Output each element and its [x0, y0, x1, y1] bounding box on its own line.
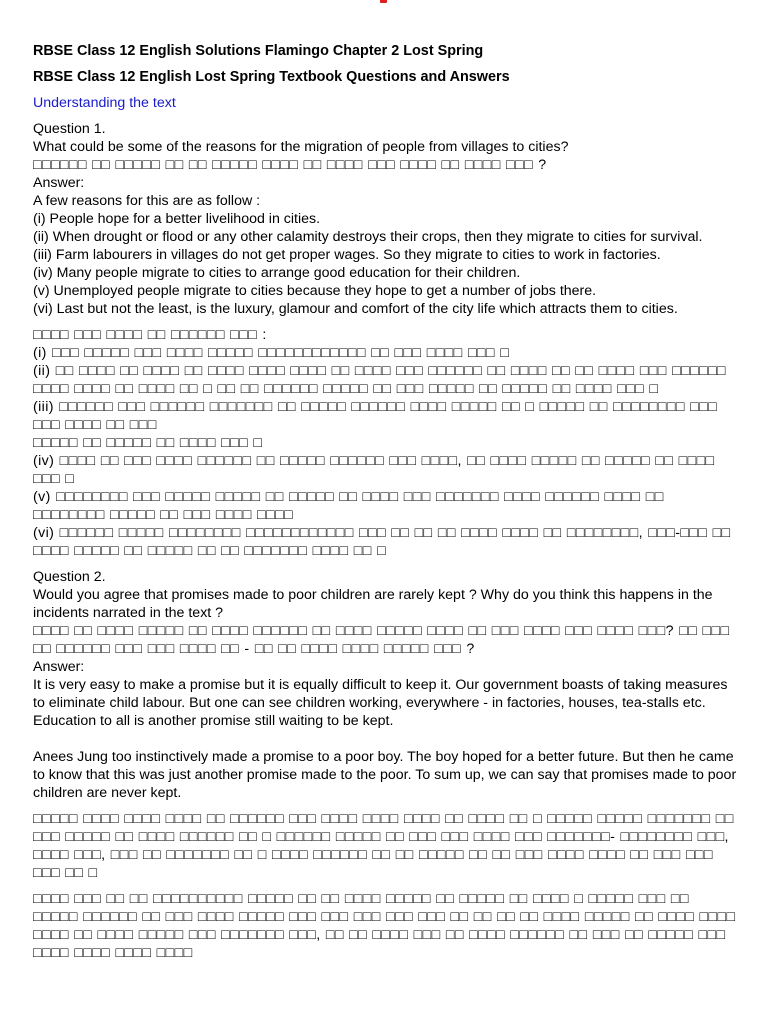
- question-2-text: Would you agree that promises made to poor children are rarely kept ? Why do you think this happens in the incidents narrated in the text ?: [33, 587, 713, 621]
- answer-2-hindi-paragraph: □□□□□ □□□□ □□□□ □□□□ □□ □□□□□□ □□□ □□□□ □□□□ □□□□ □□ □□□□ □□ □ □□□□□ □□□□□ □□□□□□□ □□ □□□ □□□□□ □□ □□□□ □□□□□□ □□ □ □□□□□□ □□□□□ □□ □□□ □□□ □□□□ □□□ □□□□□□□- □□□□□□□□ □□□, □□□□ □□□, □□□ □□ □□□□□□□ □□ □ □□□□ □□□□□□ □□ □□ □□□□□ □□ □□ □□□ □□□□ □□□□ □□ □□□ □□□ □□□ □□ □: [33, 811, 734, 881]
- answer-1-label: Answer:: [33, 175, 85, 191]
- answer-1-line: (vi) Last but not the least, is the luxury, glamour and comfort of the city life which attracts them to cities.: [33, 301, 678, 317]
- answer-1-hindi-line: □□□□□ □□ □□□□□ □□ □□□□ □□□ □: [33, 435, 263, 451]
- article: [33, 42, 738, 970]
- answer-1-line: (ii) When drought or flood or any other calamity destroys their crops, then they migrate to cities for survival.: [33, 229, 703, 245]
- answer-1-hindi-line: (i) □□□ □□□□□ □□□ □□□□ □□□□□ □□□□□□□□□□□□ □□ □□□ □□□□ □□□ □: [33, 345, 510, 361]
- answer-1-hindi-line: (iii) □□□□□□ □□□ □□□□□□ □□□□□□□ □□ □□□□□ □□□□□□ □□□□ □□□□□ □□ □ □□□□□ □□ □□□□□□□□ □□□ □□□ □□□□ □□ □□□: [33, 399, 718, 433]
- answer-2-paragraph: Anees Jung too instinctively made a promise to a poor boy. The boy hoped for a better future. But then he came to know that this was just another promise made to the poor. To sum up, we can say that promises made to poor children are never kept.: [33, 749, 737, 801]
- question-2-label: Question 2.: [33, 569, 106, 585]
- answer-1-hindi-line: (v) □□□□□□□□ □□□ □□□□□ □□□□□ □□ □□□□□ □□ □□□□ □□□ □□□□□□□ □□□□ □□□□□□ □□□□ □□ □□□□□□□□ □□□□□ □□ □□□ □□□□ □□□□: [33, 489, 664, 523]
- top-red-mark: [380, 0, 387, 3]
- question-1: [33, 120, 738, 318]
- question-1-text: What could be some of the reasons for the migration of people from villages to cities?: [33, 139, 569, 155]
- page-title: RBSE Class 12 English Solutions Flamingo Chapter 2 Lost Spring: [33, 43, 484, 59]
- question-1-text-hindi: □□□□□□ □□ □□□□□ □□ □□ □□□□□ □□□□ □□ □□□□ □□□ □□□□ □□ □□□□ □□□ ?: [33, 157, 547, 173]
- answer-1-hindi-line: (vi) □□□□□□ □□□□□ □□□□□□□□ □□□□□□□□□□□□ □□□ □□ □□ □□ □□□□ □□□□ □□ □□□□□□□□, □□□-□□□ □□ □□□□ □□□□□ □□ □□□□□ □□ □□ □□□□□□□ □□□□ □□ □: [33, 525, 731, 559]
- answer-1-line: A few reasons for this are as follow :: [33, 193, 261, 209]
- answer-2-paragraph: It is very easy to make a promise but it is equally difficult to keep it. Our government boasts of taking measures to eliminate child labour. But one can see children working, everywhere - in factories, houses, tea-stalls etc. Education to all is another promise still waiting to be kept.: [33, 677, 728, 729]
- answer-1-hindi-line: (iv) □□□□ □□ □□□ □□□□ □□□□□□ □□ □□□□□ □□□□□□ □□□ □□□□, □□ □□□□ □□□□□ □□ □□□□□ □□ □□□□ □□□ □: [33, 453, 715, 487]
- answer-1-line: (i) People hope for a better livelihood in cities.: [33, 211, 321, 227]
- answer-1-hindi-line: (ii) □□ □□□□ □□ □□□□ □□ □□□□ □□□□ □□□□ □□ □□□□ □□□ □□□□□□ □□ □□□□ □□ □□ □□□□ □□□ □□□□□□ □□□□ □□□□ □□ □□□□ □□ □ □□ □□ □□□□□□ □□□□□ □□ □□□ □□□□□ □□ □□□□□ □□ □□□□ □□□ □: [33, 363, 726, 397]
- answer-1-line: (v) Unemployed people migrate to cities because they hope to get a number of jobs there.: [33, 283, 597, 299]
- answer-2-label: Answer:: [33, 659, 85, 675]
- answer-2-hindi-paragraph: □□□□ □□□ □□ □□ □□□□□□□□□□ □□□□□ □□ □□ □□□□ □□□□□ □□ □□□□□ □□ □□□□ □ □□□□□ □□□ □□ □□□□□ □□□□□□ □□ □□□ □□□□ □□□□□ □□□ □□□ □□□ □□□ □□□ □□ □□ □□ □□ □□□□ □□□□□ □□ □□□□ □□□□ □□□□ □□ □□□□ □□□□□ □□□ □□□□□□□ □□□, □□ □□ □□□□ □□□ □□ □□□□ □□□□□□ □□ □□□ □□ □□□□□ □□□ □□□□ □□□□ □□□□ □□□□: [33, 891, 736, 961]
- question-1-label: Question 1.: [33, 121, 106, 137]
- question-2-text-hindi: □□□□ □□ □□□□ □□□□□ □□ □□□□ □□□□□□ □□ □□□□ □□□□□ □□□□ □□ □□□ □□□□ □□□ □□□□ □□□? □□ □□□ □□ □□□□□□ □□□ □□□ □□□□ □□ - □□ □□ □□□□ □□□□ □□□□□ □□□ ?: [33, 623, 730, 657]
- question-2: [33, 568, 738, 802]
- answer-1-hindi-line: □□□□ □□□ □□□□ □□ □□□□□□ □□□ :: [33, 327, 267, 343]
- page-subtitle: RBSE Class 12 English Lost Spring Textbook Questions and Answers: [33, 69, 510, 85]
- answer-1-line: (iii) Farm labourers in villages do not get proper wages. So they migrate to cities to work in factories.: [33, 247, 661, 263]
- section-link[interactable]: Understanding the text: [33, 95, 176, 111]
- answer-1-line: (iv) Many people migrate to cities to arrange good education for their children.: [33, 265, 521, 281]
- answer-1-hindi: [33, 326, 738, 560]
- spacer: [33, 730, 738, 748]
